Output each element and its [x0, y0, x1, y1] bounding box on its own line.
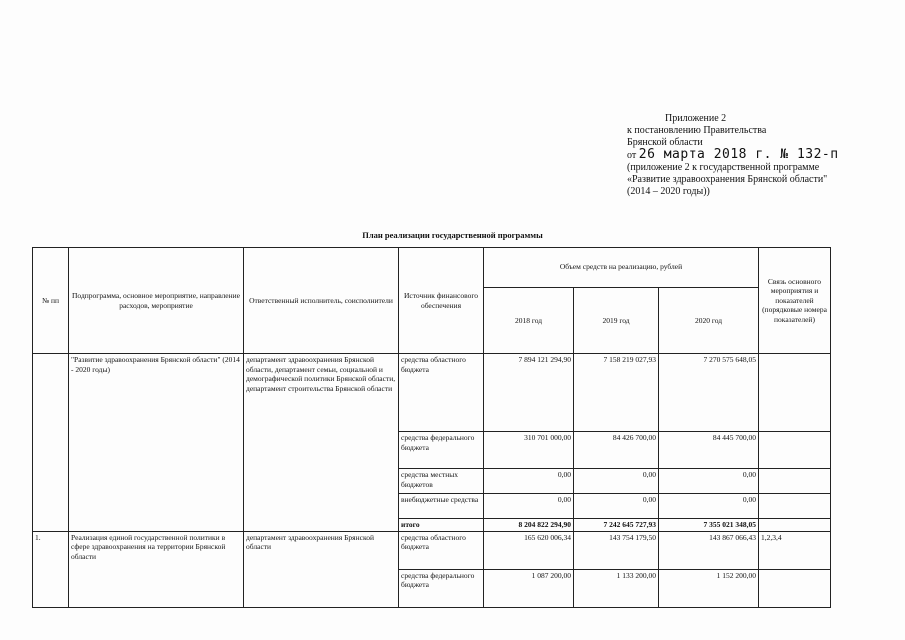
plan-title: План реализации государственной программы [362, 230, 543, 240]
cell-2019: 0,00 [574, 469, 659, 494]
cell-source: средства областного бюджета [399, 354, 484, 432]
annex-line-6: «Развитие здравоохранения Брянской области" [627, 174, 828, 185]
annex-title: Приложение 2 [665, 113, 727, 124]
cell-name: "Развитие здравоохранения Брянской области" (2014 - 2020 годы) [69, 354, 244, 532]
plan-table [32, 247, 831, 608]
cell-link [759, 494, 831, 519]
cell-source: внебюджетные средства [399, 494, 484, 519]
cell-2019: 143 754 179,50 [574, 531, 659, 569]
table-row [33, 531, 831, 569]
cell-2020: 1 152 200,00 [659, 569, 759, 607]
annex-date-line [627, 149, 897, 162]
cell-2018: 0,00 [484, 494, 574, 519]
annex-line-5: (приложение 2 к государственной программе [627, 162, 820, 173]
cell-source: средства областного бюджета [399, 531, 484, 569]
table-row [33, 354, 831, 432]
cell-source: итого [399, 519, 484, 532]
cell-executor: департамент здравоохранения Брянской области [244, 531, 399, 607]
cell-2018: 0,00 [484, 469, 574, 494]
cell-2019: 0,00 [574, 494, 659, 519]
cell-num [33, 354, 69, 532]
header-subprogram: Подпрограмма, основное мероприятие, направление расходов, мероприятие [69, 248, 244, 354]
header-2019: 2019 год [574, 288, 659, 354]
cell-link: 1,2,3,4 [759, 531, 831, 569]
annex-line-7: (2014 – 2020 годы)) [627, 186, 710, 197]
header-source: Источник финансового обеспечения [399, 248, 484, 354]
cell-link [759, 569, 831, 607]
header-link: Связь основного мероприятия и показателей (порядковые номера показателей) [759, 248, 831, 354]
cell-2020: 84 445 700,00 [659, 432, 759, 469]
header-volume: Объем средств на реализацию, рублей [484, 248, 759, 288]
cell-link [759, 519, 831, 532]
cell-2020: 0,00 [659, 469, 759, 494]
cell-source: средства федерального бюджета [399, 569, 484, 607]
cell-link [759, 469, 831, 494]
cell-source: средства федерального бюджета [399, 432, 484, 469]
header-2018: 2018 год [484, 288, 574, 354]
cell-2018: 165 620 006,34 [484, 531, 574, 569]
cell-2018: 310 701 000,00 [484, 432, 574, 469]
annex-date-number: 26 марта 2018 г. № 132-п [638, 147, 839, 162]
cell-link [759, 432, 831, 469]
cell-2020: 143 867 066,43 [659, 531, 759, 569]
cell-2020: 0,00 [659, 494, 759, 519]
cell-num: 1. [33, 531, 69, 607]
annex-line-3: Брянской области [627, 137, 703, 148]
header-2020: 2020 год [659, 288, 759, 354]
cell-2019: 1 133 200,00 [574, 569, 659, 607]
cell-2020: 7 270 575 648,05 [659, 354, 759, 432]
cell-2018: 8 204 822 294,90 [484, 519, 574, 532]
cell-2020: 7 355 021 348,05 [659, 519, 759, 532]
cell-2019: 7 158 219 027,93 [574, 354, 659, 432]
cell-2019: 7 242 645 727,93 [574, 519, 659, 532]
annex-from-label: от [627, 150, 637, 161]
cell-executor: департамент здравоохранения Брянской области, департамент семьи, социальной и демографической политики Брянской области, департамент строительства Брянской области [244, 354, 399, 532]
cell-link [759, 354, 831, 432]
cell-2018: 1 087 200,00 [484, 569, 574, 607]
header-num: № пп [33, 248, 69, 354]
cell-name: Реализация единой государственной политики в сфере здравоохранения на территории Брянской области [69, 531, 244, 607]
header-executor: Ответственный исполнитель, соисполнители [244, 248, 399, 354]
annex-line-2: к постановлению Правительства [627, 125, 767, 136]
cell-2019: 84 426 700,00 [574, 432, 659, 469]
annex-block [627, 113, 897, 198]
cell-source: средства местных бюджетов [399, 469, 484, 494]
cell-2018: 7 894 121 294,90 [484, 354, 574, 432]
